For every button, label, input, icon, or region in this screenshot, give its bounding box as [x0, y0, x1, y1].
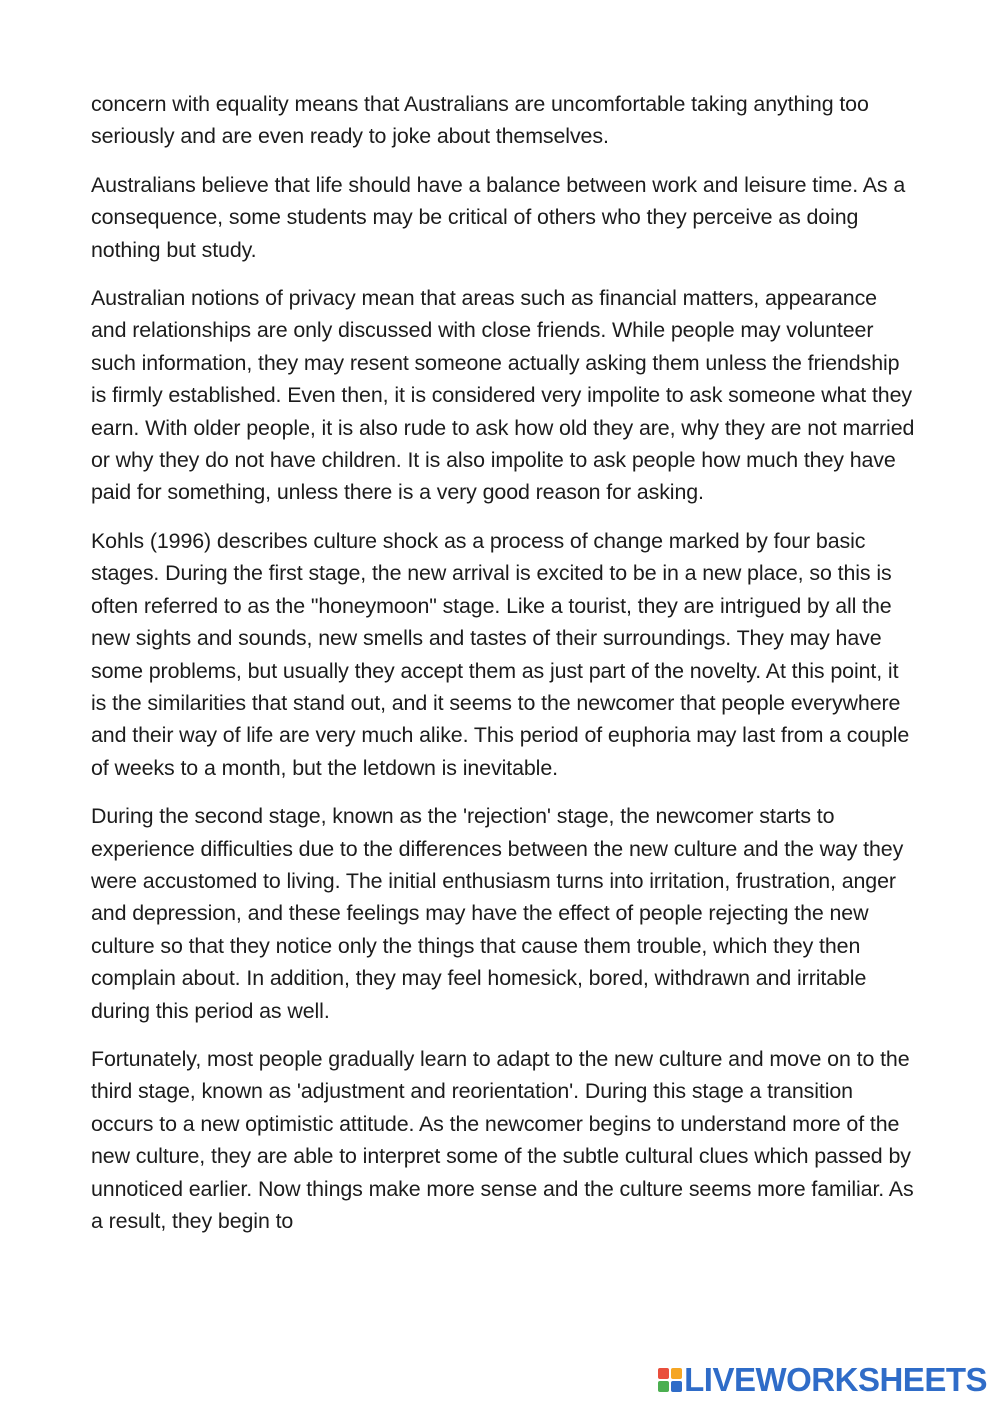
paragraph: Australians believe that life should have a balance between work and leisure time. As a consequence, some students may be critical of others who they perceive as doing nothing but study. [91, 172, 906, 262]
document-body [91, 88, 915, 1253]
paragraph: Fortunately, most people gradually learn to adapt to the new culture and move on to the third stage, known as 'adjustment and reorientation'. During this stage a transition occurs to a new optimistic attitude. As the newcomer begins to understand more of the new culture, they are able to interpret some of the subtle cultural clues which passed by unnoticed earlier. Now things make more sense and the culture seems more familiar. As a result, they begin to [91, 1046, 914, 1233]
paragraph: Australian notions of privacy mean that areas such as financial matters, appearance and relationships are only discussed with close friends. While people may volunteer such information, they may resent someone actually asking them unless the friendship is firmly established. Even then, it is considered very impolite to ask someone what they earn. With older people, it is also rude to ask how old they are, why they are not married or why they do not have children. It is also impolite to ask people how much they have paid for something, unless there is a very good reason for asking. [91, 286, 915, 505]
paragraph: concern with equality means that Australians are uncomfortable taking anything too seriously and are even ready to joke about themselves. [91, 92, 869, 149]
paragraph: Kohls (1996) describes culture shock as a process of change marked by four basic stages. During the first stage, the new arrival is excited to be in a new place, so this is often referred to as the "honeymoon" stage. Like a tourist, they are intrigued by all the new sights and sounds, new smells and tastes of their surroundings. They may have some problems, but usually they accept them as just part of the novelty. At this point, it is the similarities that stand out, and it seems to the newcomer that people everywhere and their way of life are very much alike. This period of euphoria may last from a couple of weeks to a month, but the letdown is inevitable. [91, 528, 910, 780]
logo-text: LIVEWORKSHEETS [684, 1361, 987, 1398]
liveworksheets-logo-icon [658, 1368, 682, 1392]
liveworksheets-logo [658, 1362, 987, 1398]
paragraph: During the second stage, known as the 'rejection' stage, the newcomer starts to experience difficulties due to the differences between the new culture and the way they were accustomed to living. The initial enthusiasm turns into irritation, frustration, anger and depression, and these feelings may have the effect of people rejecting the new culture so that they notice only the things that cause them trouble, which they then complain about. In addition, they may feel homesick, bored, withdrawn and irritable during this period as well. [91, 804, 904, 1023]
